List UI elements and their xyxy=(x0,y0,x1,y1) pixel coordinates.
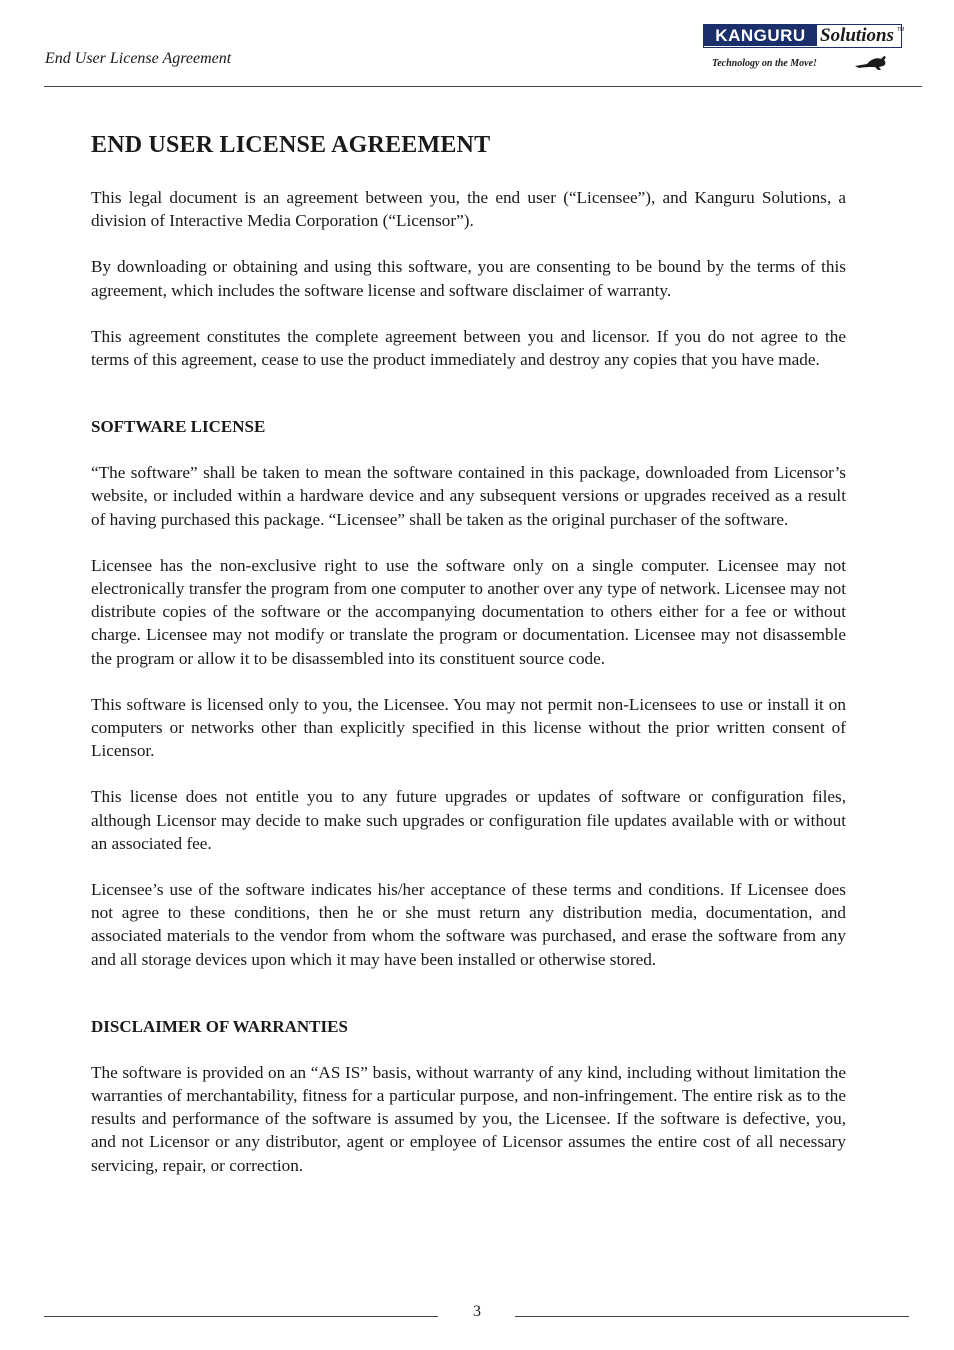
logo-suffix-text: Solutions xyxy=(820,25,894,46)
license-paragraph: Licensee’s use of the software indicates his/her acceptance of these terms and conditions. If Licensee does not agree to these conditions, then he or she must return any distribution media, documentation, and associated materials to the vendor from whom the software was purchased, and erase the software from any and all storage devices upon which it may have been installed or otherwise stored. xyxy=(91,880,846,969)
kangaroo-icon xyxy=(853,50,893,72)
running-header-title: End User License Agreement xyxy=(45,50,232,67)
intro-paragraph: This agreement constitutes the complete agreement between you and licensor. If you do not agree to the terms of this agreement, cease to use the product immediately and destroy any copies that you have made. xyxy=(91,326,846,370)
footer-divider-left xyxy=(44,1316,438,1317)
logo-trademark: TM xyxy=(897,27,905,33)
license-paragraph: This software is licensed only to you, the Licensee. You may not permit non-Licensees to use or install it on computers or networks other than explicitly specified in this license without the prior written consent of Licensor. xyxy=(91,694,846,761)
logo-tagline: Technology on the Move! xyxy=(712,58,817,69)
logo-frame xyxy=(703,24,905,48)
section-heading-software-license: SOFTWARE LICENSE xyxy=(91,417,266,437)
intro-paragraph: This legal document is an agreement between you, the end user (“Licensee”), and Kanguru Solutions, a division of Interactive Media Corporation (“Licensor”). xyxy=(91,188,846,231)
document-body xyxy=(91,128,846,1200)
license-paragraph: Licensee has the non-exclusive right to use the software only on a single computer. Licensee may not electronically transfer the program from one computer to another over any type of network. Licensee may not distribute copies of the software or the accompanying documentation to others either for a fee or without charge. Licensee may not modify or translate the program or documentation. Licensee may not disassemble the program or allow it to be disassembled into its constituent source code. xyxy=(91,555,846,668)
document-title: END USER LICENSE AGREEMENT xyxy=(91,132,491,158)
page-number: 3 xyxy=(473,1303,481,1320)
disclaimer-paragraph: The software is provided on an “AS IS” basis, without warranty of any kind, including without limitation the warranties of merchantability, fitness for a particular purpose, and non-infringement. The entire risk as to the results and performance of the software is assumed by you, the Licensee. If the software is defective, you, and not Licensor or any distributor, agent or employee of Licensor assumes the entire cost of all necessary servicing, repair, or correction. xyxy=(91,1062,846,1175)
section-heading-disclaimer: DISCLAIMER OF WARRANTIES xyxy=(91,1016,348,1036)
intro-paragraph: By downloading or obtaining and using this software, you are consenting to be bound by the terms of this agreement, which includes the software license and software disclaimer of warranty. xyxy=(91,257,846,300)
logo-brand-text: KANGURU xyxy=(704,25,817,46)
header-divider xyxy=(44,86,922,87)
kanguru-logo xyxy=(703,22,905,74)
footer-divider-right xyxy=(515,1316,909,1317)
license-paragraph: This license does not entitle you to any future upgrades or updates of software or configuration files, although Licensor may decide to make such upgrades or configuration file updates available with or without an associated fee. xyxy=(91,787,846,853)
license-paragraph: “The software” shall be taken to mean the software contained in this package, downloaded from Licensor’s website, or included within a hardware device and any subsequent versions or upgrades received as a result of having purchased this package. “Licensee” shall be taken as the original purchaser of the software. xyxy=(91,463,846,529)
